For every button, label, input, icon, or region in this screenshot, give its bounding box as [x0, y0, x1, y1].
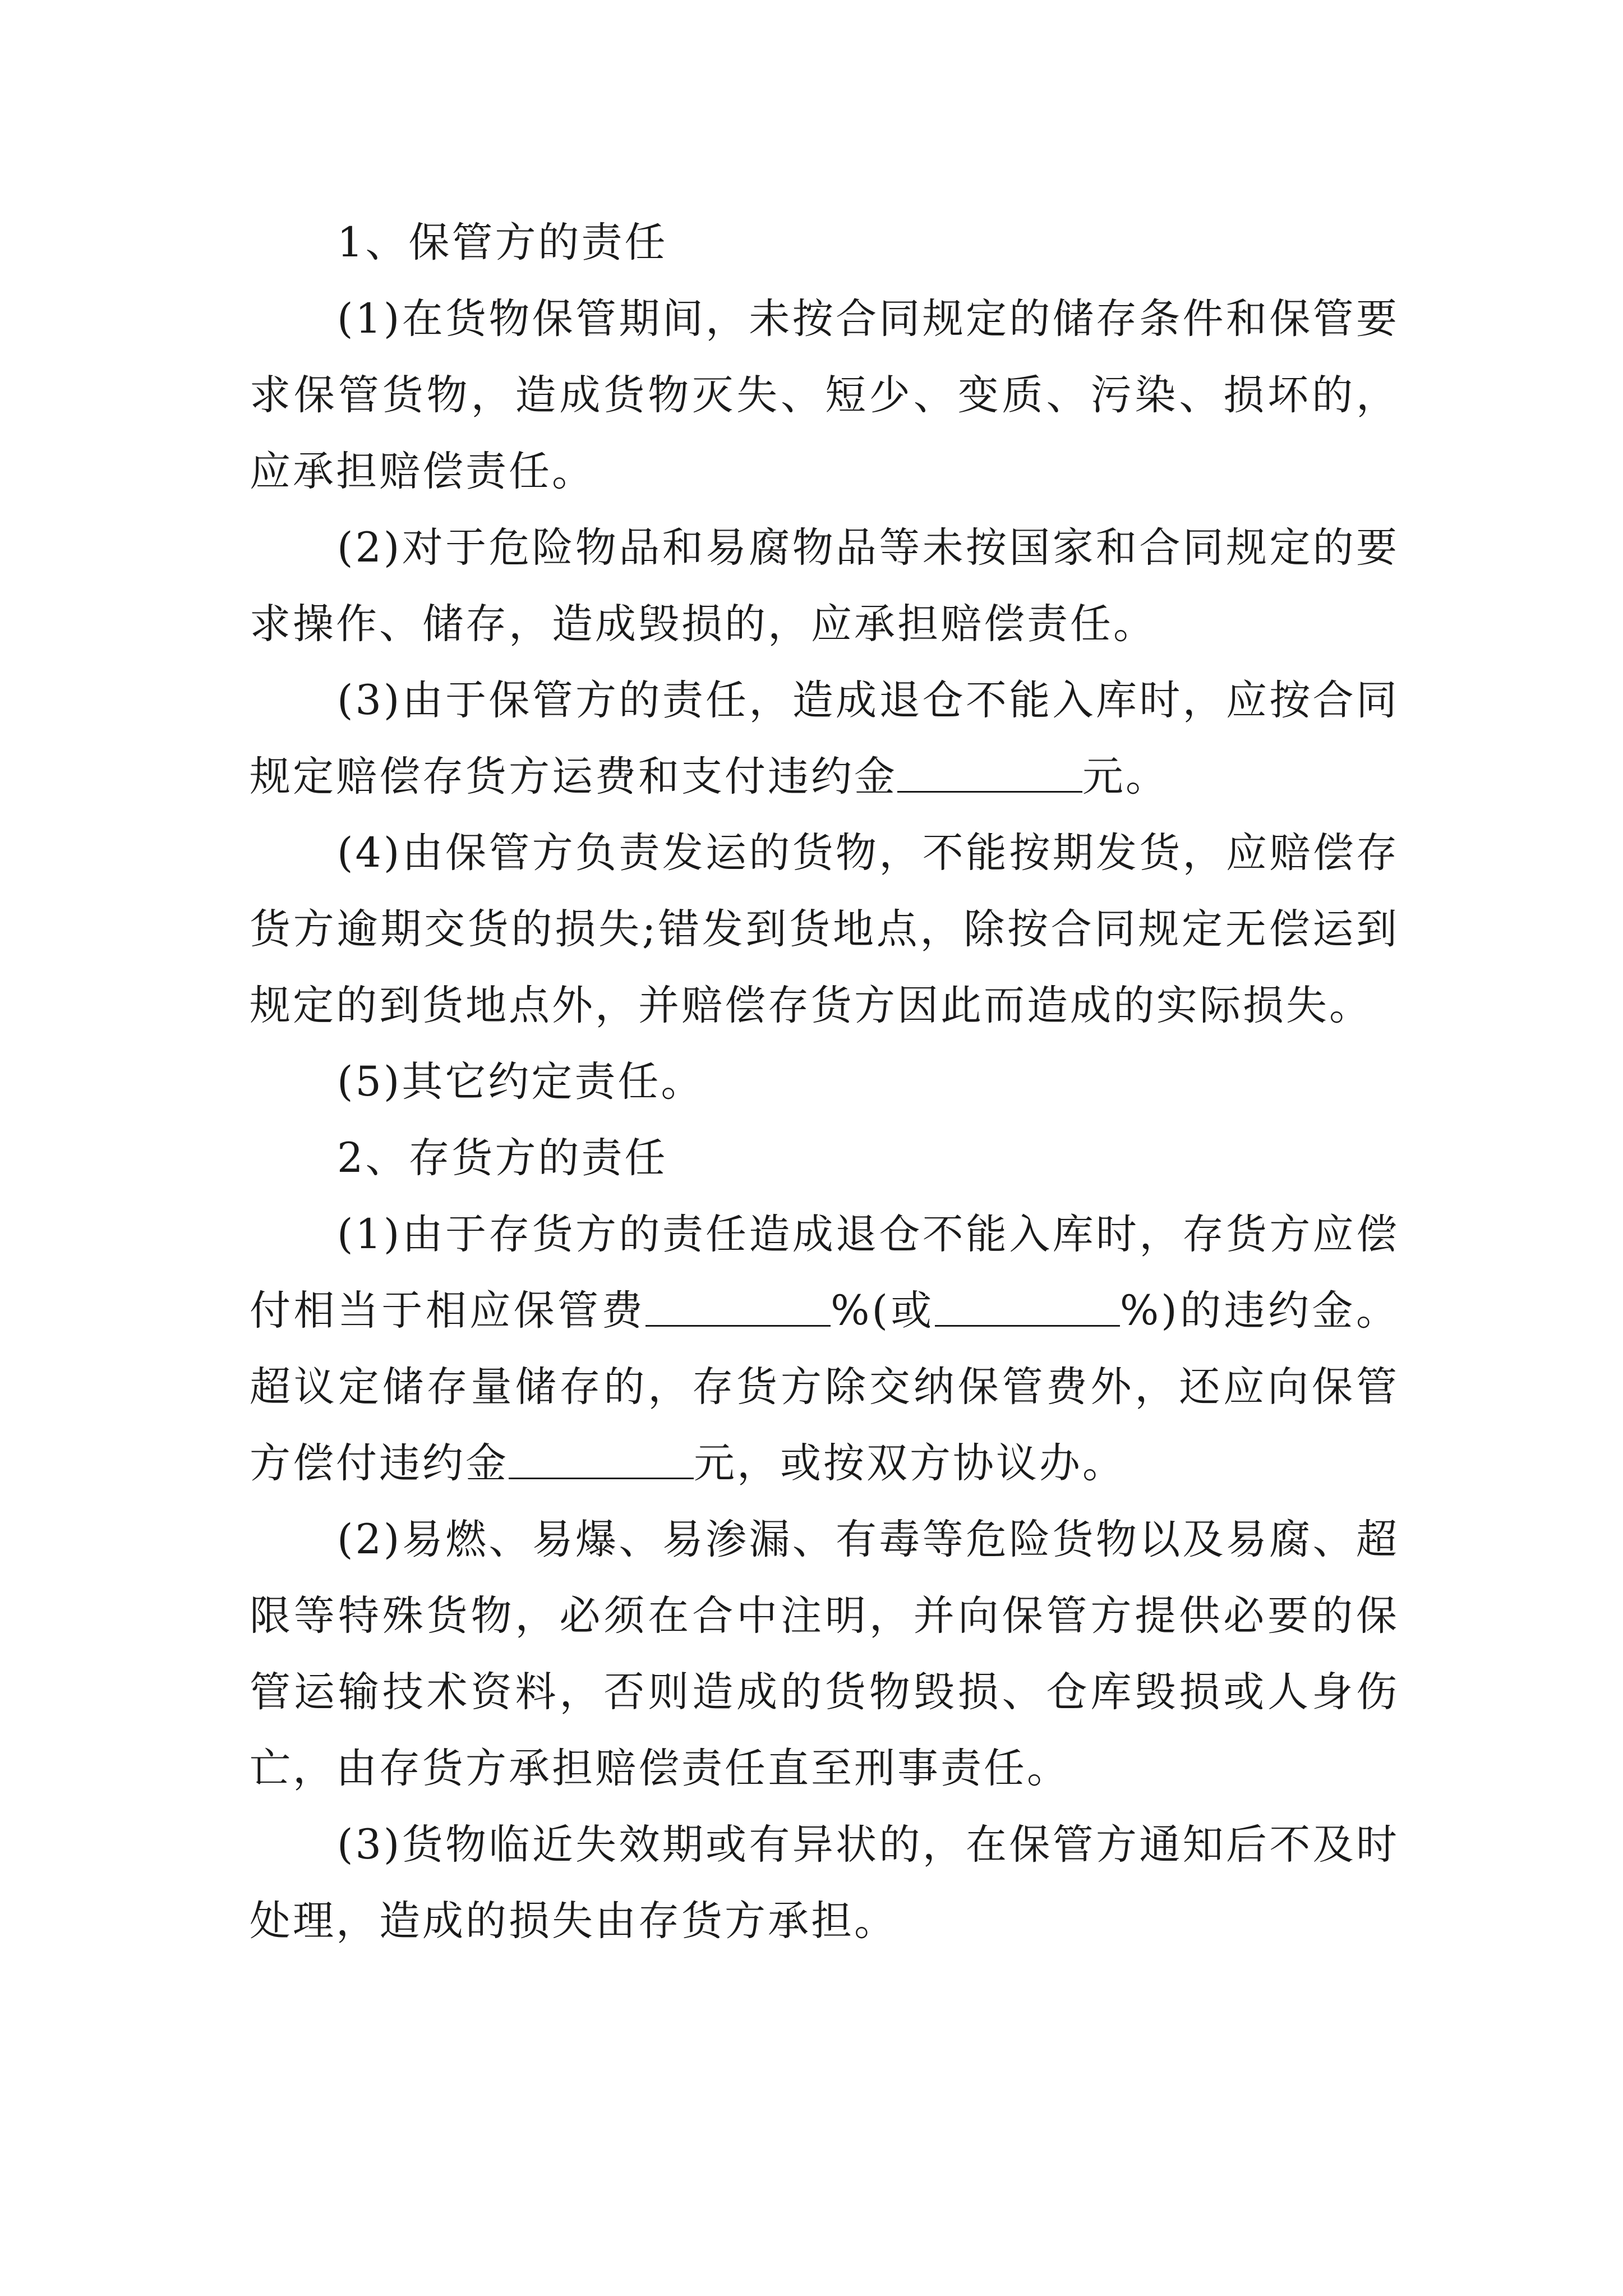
section-2-item-1-text-a: (1)由于存货方的责任造成退仓不能入库时，存货方应偿付相当于相应保管费	[250, 1211, 1399, 1335]
section-1-item-3	[250, 662, 1399, 815]
fill-in-blank	[509, 1437, 694, 1479]
section-2-item-1-text-d: 元，或按双方协议办。	[694, 1439, 1126, 1487]
section-1-item-4: (4)由保管方负责发运的货物，不能按期发货，应赔偿存货方逾期交货的损失;错发到货地点，除按合同规定无偿运到规定的到货地点外，并赔偿存货方因此而造成的实际损失。	[250, 829, 1399, 1029]
document-body	[250, 205, 1399, 1959]
section-2-item-3: (3)货物临近失效期或有异状的，在保管方通知后不及时处理，造成的损失由存货方承担。	[250, 1821, 1399, 1945]
section-1-item-3-text: (3)由于保管方的责任，造成退仓不能入库时，应按合同规定赔偿存货方运费和支付违约金	[250, 677, 1399, 800]
section-2-item-2: (2)易燃、易爆、易渗漏、有毒等危险货物以及易腐、超限等特殊货物，必须在合中注明，并向保管方提供必要的保管运输技术资料，否则造成的货物毁损、仓库毁损或人身伤亡，由存货方承担赔偿责任直至刑事责任。	[250, 1516, 1399, 1792]
section-1-item-5: (5)其它约定责任。	[337, 1058, 704, 1106]
section-1-item-3-suffix: 元。	[1082, 753, 1169, 800]
section-2-item-1	[250, 1197, 1399, 1502]
section-2-heading: 2、存货方的责任	[337, 1134, 668, 1182]
section-1-item-1: (1)在货物保管期间，未按合同规定的储存条件和保管要求保管货物，造成货物灭失、短少、变质、污染、损坏的，应承担赔偿责任。	[250, 295, 1399, 495]
fill-in-blank	[935, 1284, 1120, 1327]
fill-in-blank	[897, 750, 1082, 793]
fill-in-blank	[645, 1284, 831, 1327]
section-2-item-1-text-b: %(或	[831, 1287, 935, 1335]
section-2-item-1-text-c: %)的违约金。超议定储存量储存的，存货方除交纳保管费外，还应向保管方偿付违约金	[250, 1287, 1399, 1487]
section-1-heading: 1、保管方的责任	[337, 219, 668, 266]
section-1-item-2: (2)对于危险物品和易腐物品等未按国家和合同规定的要求操作、储存，造成毁损的，应承担赔偿责任。	[250, 524, 1399, 648]
